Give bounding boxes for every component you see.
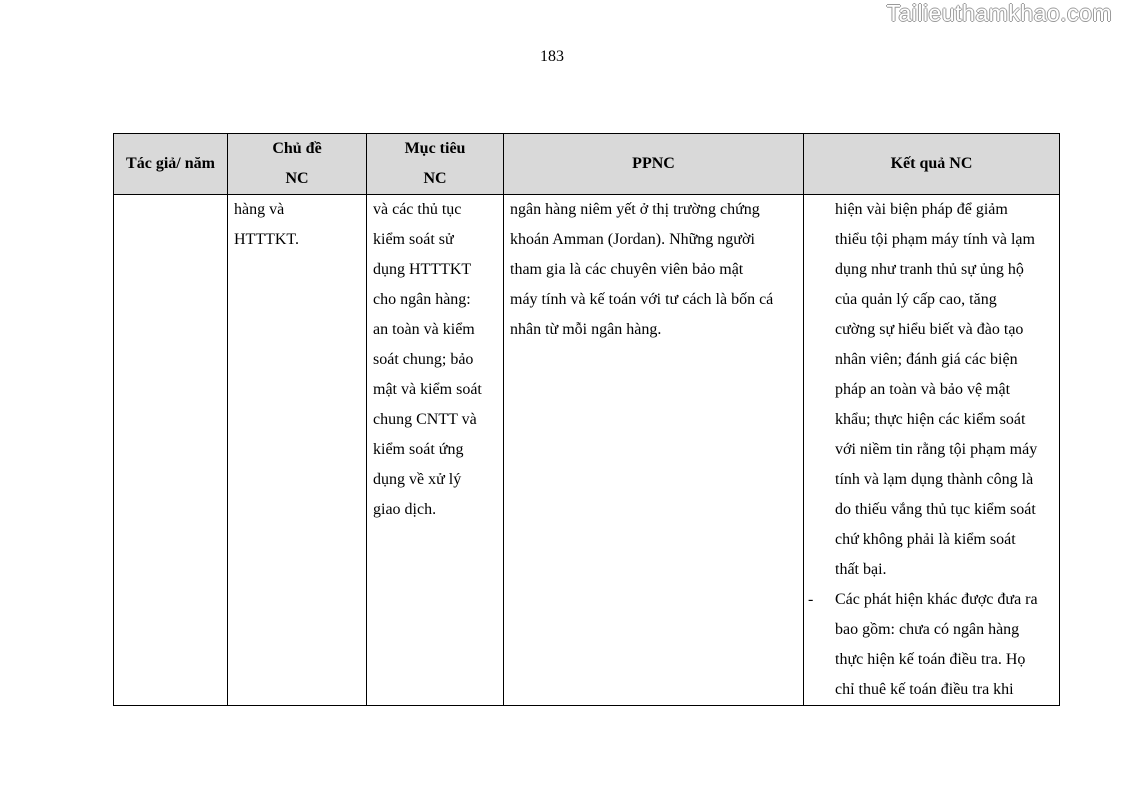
text-line: thực hiện kế toán điều tra. Họ: [835, 651, 1026, 668]
header-topic-line1: Chủ đề: [272, 140, 322, 157]
header-objective-line1: Mục tiêu: [404, 140, 466, 157]
text-line: khoán Amman (Jordan). Những người: [510, 231, 755, 248]
result-bullet-item: [804, 585, 1059, 705]
table-row: [114, 195, 1060, 706]
header-topic-line2: NC: [285, 170, 309, 187]
bullet-dash: -: [808, 591, 814, 608]
literature-review-table: [113, 133, 1060, 706]
text-line: thất bại.: [835, 561, 887, 578]
header-author-year: Tác giả/ năm: [114, 134, 228, 195]
header-method: PPNC: [504, 134, 804, 195]
text-line: ngân hàng niêm yết ở thị trường chứng: [510, 201, 760, 218]
watermark: Tailieuthamkhao.com: [886, 0, 1112, 26]
text-line: nhân viên; đánh giá các biện: [835, 351, 1018, 368]
header-result: Kết quả NC: [804, 134, 1060, 195]
text-line: với niềm tin rằng tội phạm máy: [835, 441, 1038, 458]
result-continuation: [804, 195, 1059, 585]
text-line: dụng HTTTKT: [373, 261, 472, 278]
text-line: chứ không phải là kiểm soát: [835, 531, 1016, 548]
cell-method: [504, 195, 804, 706]
page-number: 183: [540, 48, 564, 65]
text-line: an toàn và kiểm: [373, 321, 475, 338]
text-line: bao gồm: chưa có ngân hàng: [835, 621, 1020, 638]
text-line: máy tính và kế toán với tư cách là bốn cá: [510, 291, 774, 308]
text-line: HTTTKT.: [234, 231, 300, 248]
text-line: kiểm soát ứng: [373, 441, 464, 458]
text-line: soát chung; bảo: [373, 351, 474, 368]
text-line: pháp an toàn và bảo vệ mật: [835, 381, 1011, 398]
cell-topic: [228, 195, 367, 706]
text-line: Các phát hiện khác được đưa ra: [835, 591, 1038, 608]
text-line: cho ngân hàng:: [373, 291, 471, 308]
text-line: do thiếu vắng thủ tục kiểm soát: [835, 501, 1036, 518]
text-line: của quản lý cấp cao, tăng: [835, 291, 997, 308]
cell-author-year: [114, 195, 228, 706]
text-line: hàng và: [234, 201, 285, 218]
text-line: tính và lạm dụng thành công là: [835, 471, 1034, 488]
text-line: và các thủ tục: [373, 201, 462, 218]
text-line: kiểm soát sử: [373, 231, 454, 248]
table-header-row: [114, 134, 1060, 195]
text-line: mật và kiểm soát: [373, 381, 482, 398]
text-line: nhân từ mỗi ngân hàng.: [510, 321, 662, 338]
text-line: thiểu tội phạm máy tính và lạm: [835, 231, 1035, 248]
text-line: hiện vài biện pháp để giảm: [835, 201, 1008, 218]
text-line: khẩu; thực hiện các kiểm soát: [835, 411, 1026, 428]
cell-result: [804, 195, 1060, 706]
cell-objective: [367, 195, 504, 706]
header-objective: [367, 134, 504, 195]
text-line: dụng về xử lý: [373, 471, 462, 488]
header-topic: [228, 134, 367, 195]
text-line: chỉ thuê kế toán điều tra khi: [835, 681, 1014, 698]
text-line: chung CNTT và: [373, 411, 477, 428]
text-line: cường sự hiểu biết và đào tạo: [835, 321, 1024, 338]
text-line: giao dịch.: [373, 501, 437, 518]
text-line: tham gia là các chuyên viên bảo mật: [510, 261, 744, 278]
text-line: dụng như tranh thủ sự ủng hộ: [835, 261, 1024, 278]
header-objective-line2: NC: [423, 170, 447, 187]
